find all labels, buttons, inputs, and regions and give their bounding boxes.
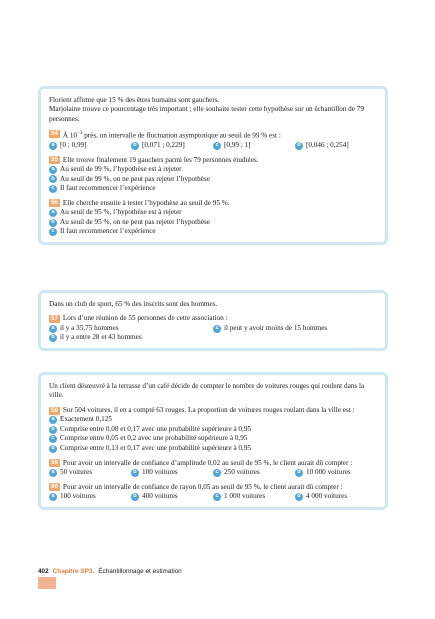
option-a[interactable]: a 50 voitures xyxy=(49,468,131,478)
question-text: Sur 504 voitures, il en a compté 63 rouges. La proportion de voitures rouges roulant dans la ville est : xyxy=(62,405,355,414)
question-text: Elle trouve finalement 19 gauchers parmi les 79 personnes étudiées. xyxy=(62,155,259,164)
question-text: Pour avoir un intervalle de confiance d’amplitude 0,02 au seuil de 95 %, le client aurait dû compter : xyxy=(62,458,353,467)
question-56 xyxy=(49,199,377,237)
option-b[interactable]: b [0,071 ; 0,229] xyxy=(131,141,213,151)
letter-b-badge: b xyxy=(131,493,139,501)
option-d[interactable]: d [0,046 ; 0,254] xyxy=(295,141,377,151)
question-55 xyxy=(49,156,377,194)
option-c[interactable]: c 250 voitures xyxy=(213,468,295,478)
option-c[interactable]: c Comprise entre 0,05 et 0,2 avec une probabilité supérieure à 0,95 xyxy=(49,434,377,444)
letter-b-badge: b xyxy=(49,175,57,183)
option-d[interactable]: d 10 000 voitures xyxy=(295,468,377,478)
intro-text: Un client désœuvré à la terrasse d’un café décide de compter le nombre de voitures rouges qui roulent dans la ville. xyxy=(49,382,365,400)
question-number: 56 xyxy=(51,199,58,207)
intro-text: Dans un club de sport, 65 % des inscrits sont des hommes. xyxy=(49,300,218,308)
letter-c-badge: c xyxy=(213,493,221,501)
page-number: 402 xyxy=(38,568,49,575)
option-c[interactable]: c Il faut recommencer l’expérience xyxy=(49,184,377,194)
letter-c-badge: c xyxy=(213,142,221,150)
option-a[interactable]: a il y a 35,75 hommes xyxy=(49,324,213,334)
letter-d-badge: d xyxy=(295,493,303,501)
page-footer xyxy=(38,568,182,575)
question-54 xyxy=(49,129,377,150)
page-tab-marker xyxy=(38,577,56,589)
letter-b-badge: b xyxy=(131,469,139,477)
exercise-box-voitures xyxy=(38,372,388,510)
question-57 xyxy=(49,314,377,343)
letter-c-badge: c xyxy=(49,435,57,443)
option-c[interactable]: c Il faut recommencer l’expérience xyxy=(49,227,377,237)
question-number: 60 xyxy=(51,483,58,491)
letter-c-badge: c xyxy=(49,185,57,193)
letter-b-badge: b xyxy=(49,426,57,434)
letter-d-badge: d xyxy=(295,142,303,150)
letter-d-badge: d xyxy=(49,445,57,453)
option-d[interactable]: d Comprise entre 0,13 et 0,17 avec une probabilité supérieure à 0,95 xyxy=(49,444,377,454)
question-59 xyxy=(49,459,377,478)
option-a[interactable]: a 100 voitures xyxy=(49,492,131,502)
letter-c-badge: c xyxy=(49,228,57,236)
option-b[interactable]: b Au seuil de 99 %, on ne peut pas rejeter l’hypothèse xyxy=(49,175,377,185)
question-text: Pour avoir un intervalle de confiance de rayon 0,05 au seuil de 95 %, le client aurait dû compter : xyxy=(62,482,343,491)
question-number: 59 xyxy=(51,459,58,467)
letter-d-badge: d xyxy=(295,469,303,477)
option-b[interactable]: b Comprise entre 0,08 et 0,17 avec une probabilité supérieure à 0,95 xyxy=(49,425,377,435)
question-number: 58 xyxy=(51,406,58,414)
option-a[interactable]: a [0 ; 0,99] xyxy=(49,141,131,151)
option-b[interactable]: b 400 voitures xyxy=(131,492,213,502)
chapter-label: Chapitre SP3. xyxy=(52,568,95,575)
intro-text: Marjolaine trouve ce pourcentage très important ; elle souhaite tester cette hypothèse sur un échantillon de 79 personnes. xyxy=(49,105,364,123)
question-number: 54 xyxy=(51,129,58,137)
exercise-box-gauchers xyxy=(38,86,388,245)
letter-c-badge: c xyxy=(213,469,221,477)
question-60 xyxy=(49,483,377,502)
letter-b-badge: b xyxy=(131,142,139,150)
letter-a-badge: a xyxy=(49,325,57,333)
question-58 xyxy=(49,406,377,454)
option-c[interactable]: c il peut y avoir moins de 15 hommes xyxy=(213,324,377,334)
letter-b-badge: b xyxy=(49,219,57,227)
letter-a-badge: a xyxy=(49,142,57,150)
option-d[interactable]: d 4 000 voitures xyxy=(295,492,377,502)
question-text: Lors d’une réunion de 55 personnes de cette association : xyxy=(62,314,228,323)
option-b[interactable]: b il y a entre 28 et 43 hommes xyxy=(49,333,377,343)
option-a[interactable]: a Exactement 0,125 xyxy=(49,415,377,425)
question-text: Elle cherche ensuite à tester l’hypothèse au seuil de 95 %. xyxy=(62,198,230,207)
option-b[interactable]: b Au seuil de 95 %, on ne peut pas rejeter l’hypothèse xyxy=(49,218,377,228)
letter-a-badge: a xyxy=(49,209,57,217)
question-number: 55 xyxy=(51,156,58,164)
letter-a-badge: a xyxy=(49,469,57,477)
letter-b-badge: b xyxy=(49,334,57,342)
option-c[interactable]: c 1 000 voitures xyxy=(213,492,295,502)
intro-text: Florient affirme que 15 % des êtres humains sont gauchers. xyxy=(49,96,220,104)
question-number: 57 xyxy=(51,315,58,323)
letter-c-badge: c xyxy=(213,325,221,333)
letter-a-badge: a xyxy=(49,493,57,501)
option-b[interactable]: b 100 voitures xyxy=(131,468,213,478)
question-text: À $10^{-3}$ près, un intervalle de fluctuation asymptotique au seuil de 99 % est : xyxy=(62,131,281,140)
chapter-title: Échantillonnage et estimation xyxy=(98,568,182,575)
option-a[interactable]: a Au seuil de 95 %, l’hypothèse est à rejeter xyxy=(49,208,377,218)
option-c[interactable]: c [0,99 ; 1] xyxy=(213,141,295,151)
exercise-box-club-sport xyxy=(38,290,388,351)
letter-a-badge: a xyxy=(49,416,57,424)
option-a[interactable]: a Au seuil de 99 %, l’hypothèse est à rejeter xyxy=(49,165,377,175)
letter-a-badge: a xyxy=(49,166,57,174)
